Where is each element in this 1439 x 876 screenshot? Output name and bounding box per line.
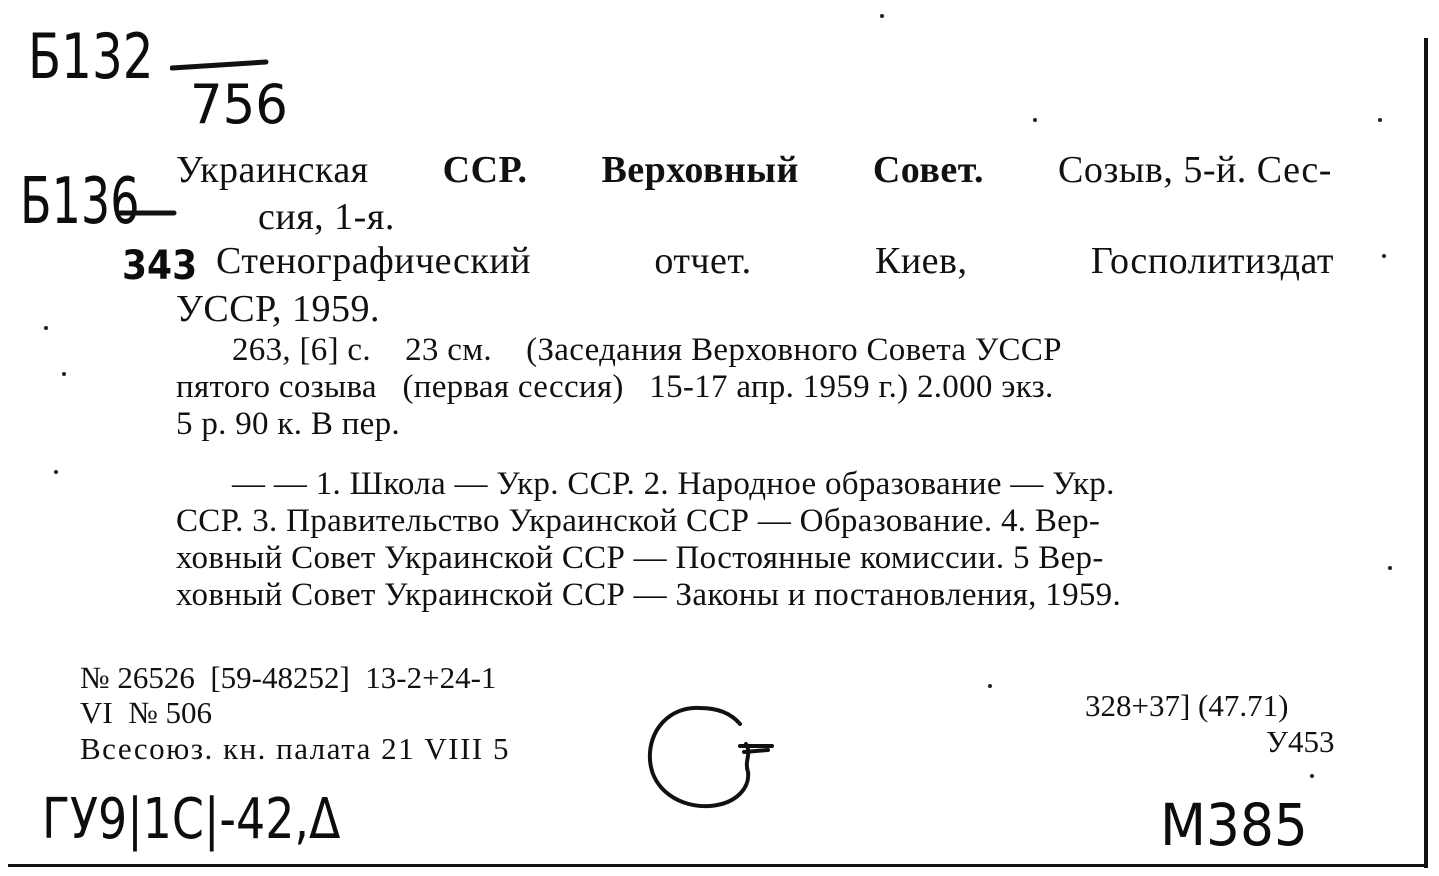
imprint-line2: VI № 506 [80,695,213,730]
heading-word-2: ССР. [442,149,528,191]
handwritten-code-top: Б132 [28,20,154,93]
class-number: 328+37] (47.71) [1085,688,1289,723]
card-border-right [1424,38,1428,868]
speck [1310,774,1314,778]
speck [62,372,66,376]
card-border-bottom [8,864,1428,867]
collation-line1: 263, [6] с. 23 см. (Заседания Верховного Совета УССР [232,332,1062,368]
entry-heading-line1 [176,151,1332,189]
imprint-line1: № 26526 [59-48252] 13-2+24-1 [80,660,497,695]
handwritten-code-top-sub: 756 [190,73,288,136]
entry-title-line1 [216,242,1334,280]
subjects-line3: ховный Совет Украинской ССР — Постоянные комиссии. 5 Вер- [176,540,1104,576]
speck [1378,118,1382,122]
handwritten-inventory-mark: М385 [1160,791,1308,859]
entry-title-line2: УССР, 1959. [176,288,380,330]
entry-heading-line2: сия, 1-я. [258,196,395,238]
author-mark: У453 [1266,724,1335,759]
speck [44,326,48,330]
speck [1033,118,1037,122]
title-word-4: Госполитиздат [1090,240,1334,282]
handwritten-code-mid: Б136 [20,165,140,239]
title-word-1: Стенографический [216,240,531,282]
subjects-line2: ССР. 3. Правительство Украинской ССР — Образование. 4. Вер- [176,503,1101,539]
handwritten-code-mid-sub: 343 [122,243,198,289]
heading-word-1: Украинская [176,149,369,191]
subjects-line4: ховный Совет Украинской ССР — Законы и постановления, 1959. [176,577,1122,613]
heading-word-4: Совет. [872,149,985,191]
heading-word-5: Созыв, 5-й. Сес- [1057,149,1332,191]
heading-word-3: Верховный [601,149,799,191]
speck [988,684,992,688]
speck [54,470,58,474]
speck [880,14,884,18]
title-word-2: отчет. [654,240,752,282]
imprint-line3: Всесоюз. кн. палата 21 VIII 5 [80,731,511,766]
handwritten-shelf-mark: ГУ9|1С|-42,Δ [42,787,341,852]
handwritten-dash-mid [118,206,178,220]
subjects-line1: — — 1. Школа — Укр. ССР. 2. Народное образование — Укр. [232,466,1115,502]
speck [1382,254,1386,258]
speck [1388,566,1392,570]
hand-drawn-circle-mark [640,700,780,820]
collation-line3: 5 р. 90 к. В пер. [176,406,400,442]
title-word-3: Киев, [875,240,968,282]
collation-line2: пятого созыва (первая сессия) 15-17 апр. 1959 г.) 2.000 экз. [176,369,1054,405]
